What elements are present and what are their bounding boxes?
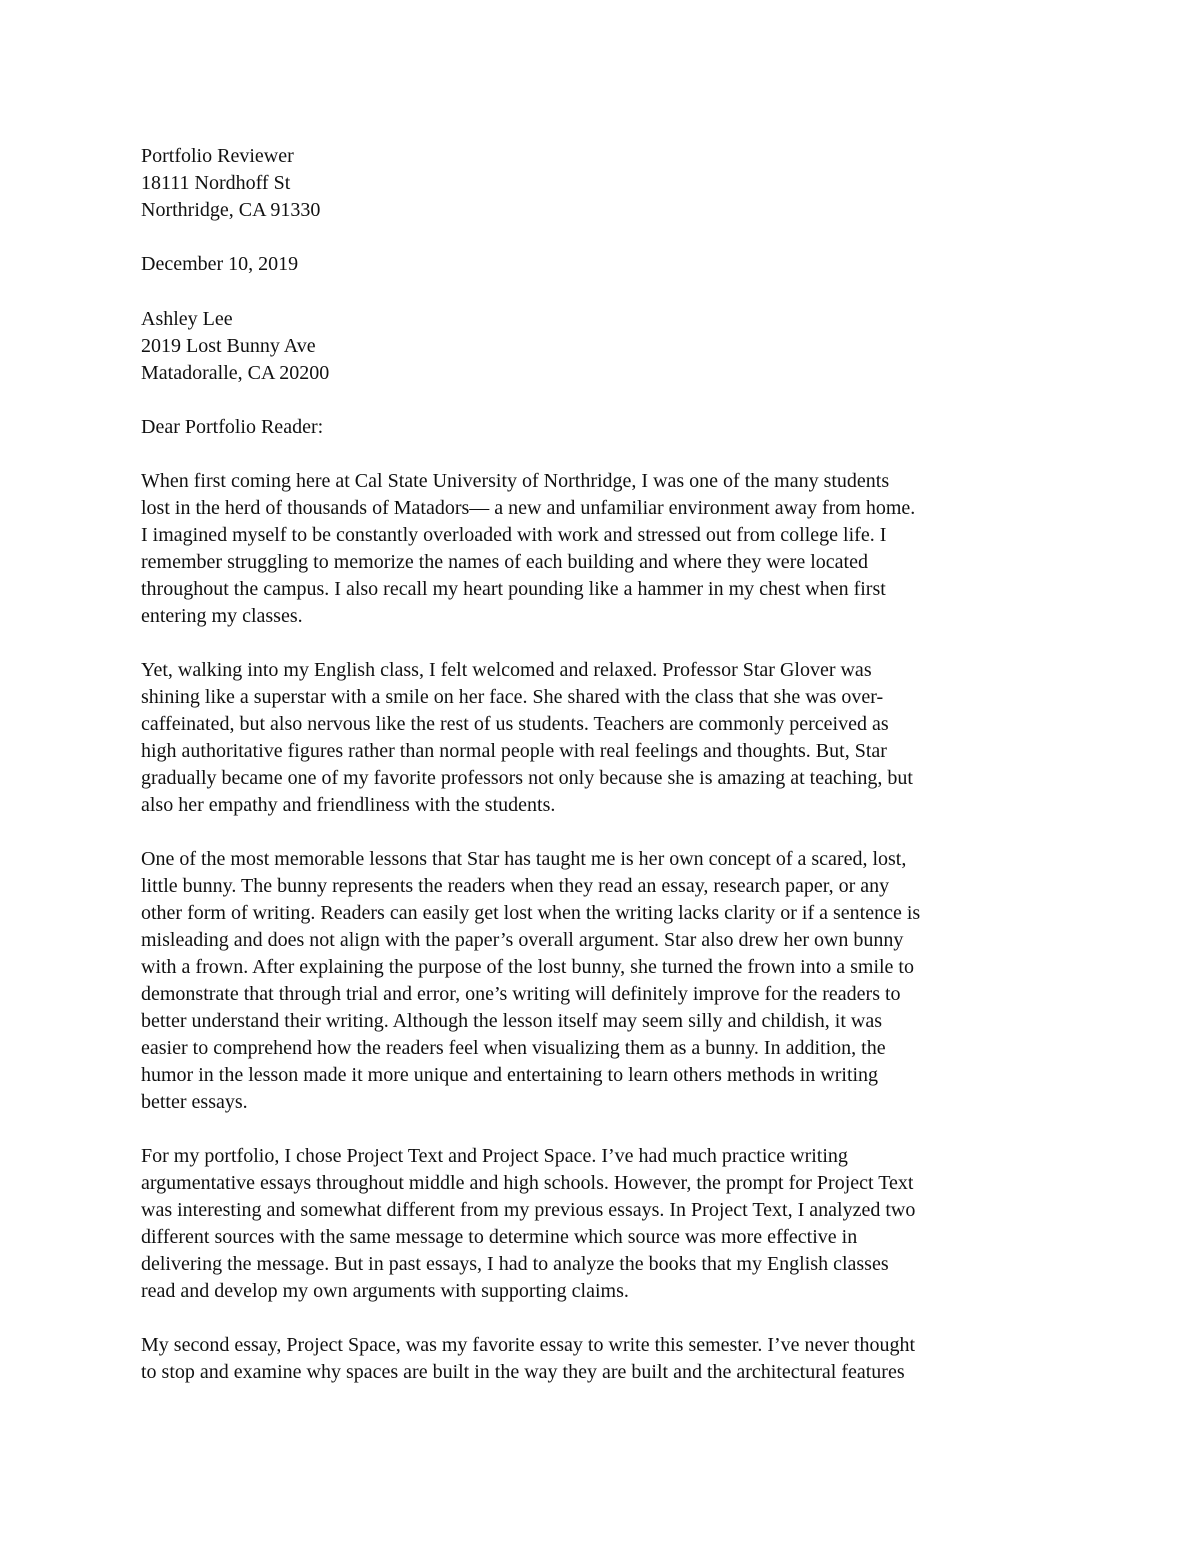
paragraph-1-line: throughout the campus. I also recall my heart pounding like a hammer in my chest when first xyxy=(141,578,886,600)
paragraph-2-line: also her empathy and friendliness with the students. xyxy=(141,794,556,816)
paragraph-2-line: caffeinated, but also nervous like the rest of us students. Teachers are commonly perceived as xyxy=(141,713,889,735)
paragraph-3-line: other form of writing. Readers can easily get lost when the writing lacks clarity or if a sentence is xyxy=(141,902,921,924)
paragraph-2-line: shining like a superstar with a smile on her face. She shared with the class that she was over- xyxy=(141,686,884,708)
paragraph-3-line: better essays. xyxy=(141,1091,248,1113)
paragraph-3-line: humor in the lesson made it more unique and entertaining to learn others methods in writing xyxy=(141,1064,879,1086)
paragraph-3-line: easier to comprehend how the readers feel when visualizing them as a bunny. In addition, the xyxy=(141,1037,886,1059)
paragraph-1-line: entering my classes. xyxy=(141,605,303,627)
paragraph-4-line: delivering the message. But in past essays, I had to analyze the books that my English classes xyxy=(141,1253,889,1275)
paragraph-4-line: For my portfolio, I chose Project Text and Project Space. I’ve had much practice writing xyxy=(141,1145,848,1167)
recipient-city: Matadoralle, CA 20200 xyxy=(141,362,330,384)
paragraph-3-line: One of the most memorable lessons that Star has taught me is her own concept of a scared, lost, xyxy=(141,848,907,870)
paragraph-5-line: My second essay, Project Space, was my favorite essay to write this semester. I’ve never thought xyxy=(141,1334,916,1356)
paragraph-2-line: Yet, walking into my English class, I felt welcomed and relaxed. Professor Star Glover was xyxy=(141,659,872,681)
salutation: Dear Portfolio Reader: xyxy=(141,416,324,438)
paragraph-4-line: was interesting and somewhat different from my previous essays. In Project Text, I analyzed two xyxy=(141,1199,916,1221)
paragraph-1-line: lost in the herd of thousands of Matadors— a new and unfamiliar environment away from home. xyxy=(141,497,916,519)
paragraph-3-line: demonstrate that through trial and error, one’s writing will definitely improve for the readers to xyxy=(141,983,901,1005)
letter-date: December 10, 2019 xyxy=(141,253,299,275)
paragraph-3-line: little bunny. The bunny represents the readers when they read an essay, research paper, or any xyxy=(141,875,890,897)
paragraph-3-line: with a frown. After explaining the purpose of the lost bunny, she turned the frown into a smile to xyxy=(141,956,914,978)
paragraph-4-line: argumentative essays throughout middle and high schools. However, the prompt for Project Text xyxy=(141,1172,914,1194)
paragraph-1-line: remember struggling to memorize the names of each building and where they were located xyxy=(141,551,868,573)
sender-name: Portfolio Reviewer xyxy=(141,145,294,167)
paragraph-2-line: gradually became one of my favorite professors not only because she is amazing at teaching, but xyxy=(141,767,913,789)
sender-street: 18111 Nordhoff St xyxy=(141,172,291,194)
paragraph-4-line: different sources with the same message to determine which source was more effective in xyxy=(141,1226,858,1248)
paragraph-4-line: read and develop my own arguments with supporting claims. xyxy=(141,1280,629,1302)
sender-city: Northridge, CA 91330 xyxy=(141,199,321,221)
paragraph-5-line: to stop and examine why spaces are built in the way they are built and the architectural features xyxy=(141,1361,905,1383)
paragraph-3-line: better understand their writing. Although the lesson itself may seem silly and childish, it was xyxy=(141,1010,882,1032)
paragraph-1-line: I imagined myself to be constantly overloaded with work and stressed out from college life. I xyxy=(141,524,887,546)
recipient-name: Ashley Lee xyxy=(141,308,233,330)
paragraph-3-line: misleading and does not align with the paper’s overall argument. Star also drew her own bunny xyxy=(141,929,904,951)
recipient-street: 2019 Lost Bunny Ave xyxy=(141,335,316,357)
paragraph-1-line: When first coming here at Cal State University of Northridge, I was one of the many students xyxy=(141,470,890,492)
paragraph-2-line: high authoritative figures rather than normal people with real feelings and thoughts. But, Star xyxy=(141,740,887,762)
